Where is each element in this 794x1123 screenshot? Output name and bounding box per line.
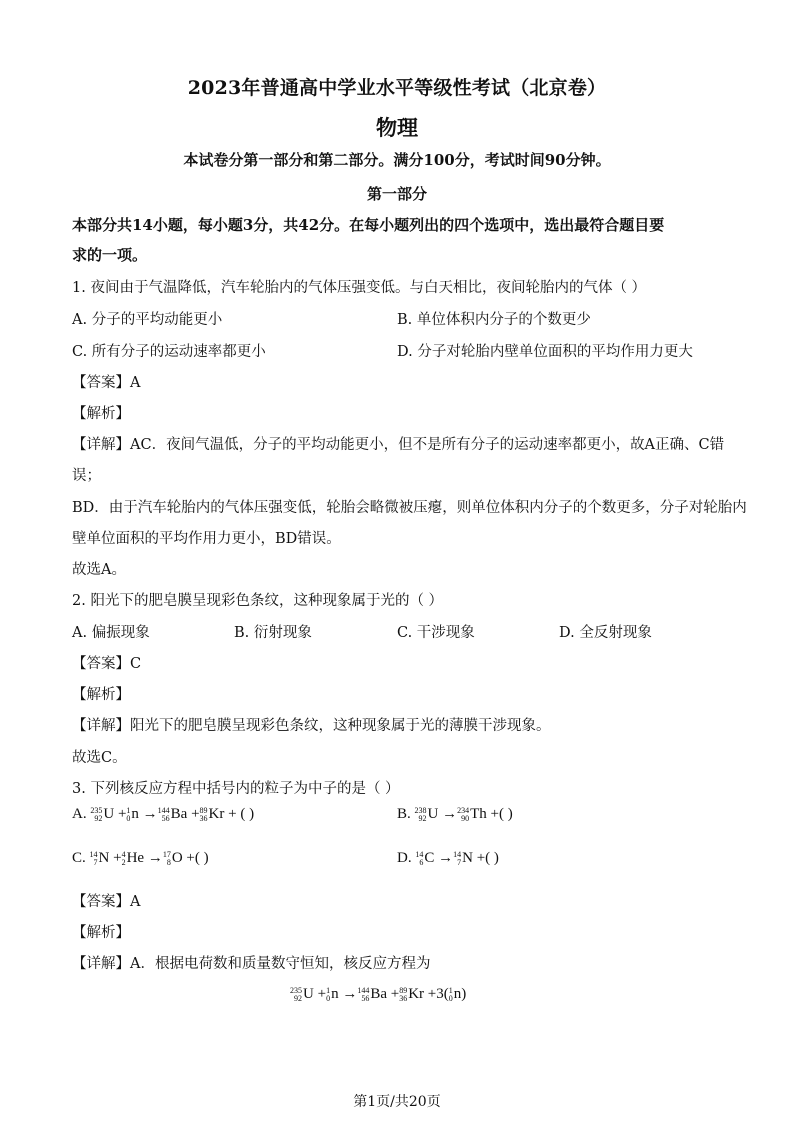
q2-option-a: A. 偏振现象 (72, 625, 150, 641)
nuclide-index: 238 92 (414, 805, 427, 823)
q2-stem: 2. 阳光下的肥皂膜呈现彩色条纹，这种现象属于光的（ ） (72, 593, 444, 609)
q3-stem: 3. 下列核反应方程中括号内的粒子为中子的是（ ） (72, 781, 400, 797)
q1-stem: 1. 夜间由于气温降低，汽车轮胎内的气体压强变低。与白天相比，夜间轮胎内的气体（ ） (72, 280, 647, 296)
q3-answer: 【答案】A (72, 894, 141, 910)
nuclide-index: 1 0 (448, 985, 453, 1003)
nuclide-index: 89 36 (399, 985, 408, 1003)
q3-analysis-label: 【解析】 (72, 925, 130, 941)
nuclide-index: 4 2 (121, 849, 126, 867)
q1-option-d: D. 分子对轮胎内壁单位面积的平均作用力更大 (397, 344, 693, 360)
q1-analysis-label: 【解析】 (72, 406, 130, 422)
q2-option-c: C. 干涉现象 (397, 625, 475, 641)
option-label: C. (72, 850, 86, 866)
nuclide-index: 234 90 (457, 805, 470, 823)
nuclide-index: 89 36 (199, 805, 208, 823)
q3-option-b: B. 238 92 U → 234 90 Th +( ) (397, 805, 513, 823)
q3-option-c: C. 14 7 N + 4 2 He → 17 8 O +( ) (72, 849, 209, 867)
q1-answer: 【答案】A (72, 375, 141, 391)
q3-option-a: A. 235 92 U + 1 0 n → 144 56 Ba + 89 36 Kr + ( ) (72, 805, 255, 823)
nuclide-index: 144 56 (357, 985, 370, 1003)
q1-option-a: A. 分子的平均动能更小 (72, 312, 223, 328)
q2-conclusion: 故选C。 (72, 750, 127, 766)
q1-option-b: B. 单位体积内分子的个数更少 (397, 312, 591, 328)
q3-option-d: D. 14 6 C → 14 7 N +( ) (397, 849, 499, 867)
nuclide-index: 144 56 (157, 805, 170, 823)
q1-detail-line1: 【详解】AC．夜间气温低，分子的平均动能更小，但不是所有分子的运动速率都更小，故A正确、C错 (72, 437, 725, 453)
q1-detail-line3: BD．由于汽车轮胎内的气体压强变低，轮胎会略微被压瘪，则单位体积内分子的个数更多，分子对轮胎内 (72, 500, 747, 516)
q2-answer: 【答案】C (72, 656, 142, 672)
exam-title: 2023年普通高中学业水平等级性考试（北京卷） (187, 77, 607, 99)
nuclide-index: 17 8 (162, 849, 171, 867)
nuclide-index: 235 92 (90, 805, 103, 823)
nuclide-index: 14 7 (453, 849, 462, 867)
nuclide-index: 1 0 (126, 805, 131, 823)
q1-conclusion: 故选A。 (72, 562, 126, 578)
q2-option-b: B. 衍射现象 (234, 625, 312, 641)
nuclide-index: 235 92 (290, 985, 302, 1003)
q3-reaction-equation: 235 92 U + 1 0 n → 144 56 Ba + 89 36 Kr +3( 1 0 n) (290, 985, 467, 1003)
page-footer: 第1页/共20页 (353, 1094, 441, 1110)
subject-title: 物理 (376, 115, 418, 140)
option-label: A. (72, 806, 87, 822)
part-description-line1: 本部分共14小题，每小题3分，共42分。在每小题列出的四个选项中，选出最符合题目要 (72, 216, 665, 234)
exam-intro: 本试卷分第一部分和第二部分。满分100分，考试时间90分钟。 (183, 151, 611, 169)
option-label: B. (397, 806, 411, 822)
q2-analysis-label: 【解析】 (72, 687, 130, 703)
q2-detail: 【详解】阳光下的肥皂膜呈现彩色条纹，这种现象属于光的薄膜干涉现象。 (72, 718, 551, 734)
nuclide-index: 14 6 (415, 849, 424, 867)
q1-detail-line4: 壁单位面积的平均作用力更小，BD错误。 (72, 531, 341, 547)
part-description-line2: 求的一项。 (72, 246, 148, 264)
q3-detail: 【详解】A．根据电荷数和质量数守恒知，核反应方程为 (72, 956, 431, 972)
q2-option-d: D. 全反射现象 (559, 625, 652, 641)
part-title: 第一部分 (366, 185, 427, 203)
option-label: D. (397, 850, 412, 866)
nuclide-index: 14 7 (89, 849, 98, 867)
nuclide-index: 1 0 (326, 985, 331, 1003)
q1-option-c: C. 所有分子的运动速率都更小 (72, 344, 266, 360)
q1-detail-line2: 误； (72, 468, 101, 484)
